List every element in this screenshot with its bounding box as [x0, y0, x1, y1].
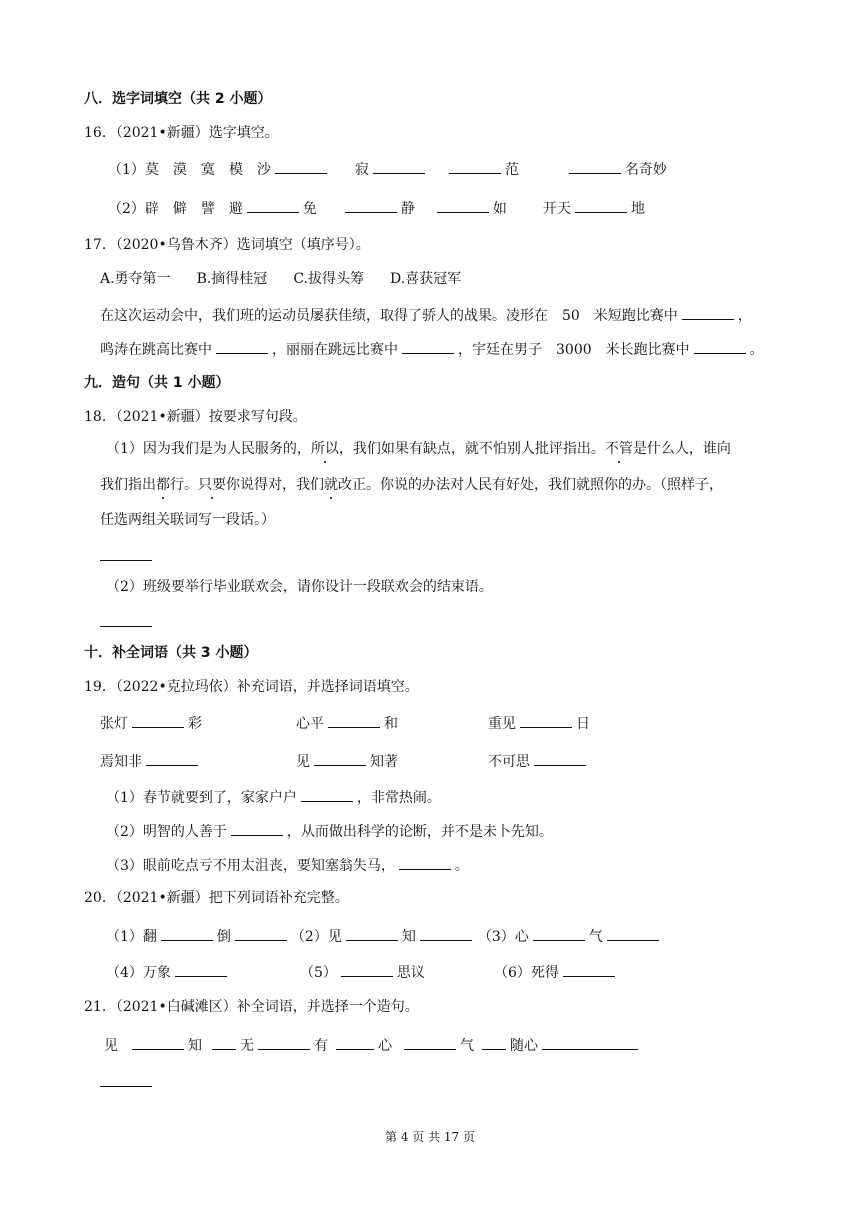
q19-word: 见	[296, 754, 310, 770]
answer-blank[interactable]	[437, 197, 489, 213]
q19-word: 日	[576, 716, 590, 732]
q17-text: ，宇廷在男子 3000 米长跑比赛中	[458, 342, 690, 358]
q17-text: 。	[749, 342, 764, 358]
q16-word: 寂	[354, 162, 369, 178]
answer-blank[interactable]	[328, 712, 380, 728]
question-18-sub-2: （2）班级要举行毕业联欢会，请你设计一段联欢会的结束语。	[106, 579, 493, 595]
answer-blank[interactable]	[399, 854, 451, 870]
page-footer: 第 4 页 共 17 页	[385, 1130, 475, 1144]
q21-word: 气	[460, 1038, 474, 1054]
q20-word: 知	[401, 929, 416, 945]
q19-text: ，非常热闹。	[356, 790, 441, 806]
q19-text: （2）明智的人善于	[106, 824, 227, 840]
q20-word: （5）	[300, 965, 337, 981]
question-19-sentence-2	[106, 820, 553, 842]
answer-blank[interactable]	[694, 338, 746, 354]
answer-blank[interactable]	[346, 925, 398, 941]
q21-word: 有	[314, 1038, 328, 1054]
answer-blank[interactable]	[404, 1034, 456, 1050]
q17-text: 在这次运动会中，我们班的运动员屡获佳绩，取得了骄人的战果。凌形在 50 米短跑比赛中	[100, 308, 678, 324]
q20-word: 气	[588, 929, 603, 945]
q18-text: 改正。你说的办法对人民有好处，我们就照你的办。（照样子，	[338, 477, 723, 493]
question-18-line-3: 任选两组关联词写一段话。）	[100, 512, 275, 528]
question-19-word-row-1	[100, 712, 202, 734]
emphasis-word: 所以	[310, 441, 339, 457]
question-17-options	[100, 269, 461, 289]
emphasis-word: 不管	[604, 441, 633, 457]
answer-blank[interactable]	[336, 1034, 374, 1050]
answer-blank[interactable]	[607, 925, 659, 941]
q21-word: 无	[240, 1038, 254, 1054]
answer-blank[interactable]	[258, 1034, 310, 1050]
question-16-line-2	[108, 197, 645, 219]
q21-word: 心	[378, 1038, 392, 1054]
question-19-sentence-1	[106, 786, 441, 808]
answer-blank[interactable]	[216, 338, 268, 354]
q18-text: （1）因为我们是为人民服务的，	[106, 441, 311, 457]
q20-word: （2）见	[290, 929, 342, 945]
q19-word: 焉知非	[100, 754, 142, 770]
q19-word: 和	[384, 716, 398, 732]
section-9-title: 九．造句（共 1 小题）	[84, 375, 230, 391]
q16-word: 如	[492, 201, 507, 217]
emphasis-word: 就	[324, 477, 338, 493]
q21-word: 知	[188, 1038, 202, 1054]
answer-blank[interactable]	[231, 820, 283, 836]
q21-word: 见	[104, 1038, 118, 1054]
q20-word: （1）翻	[106, 929, 157, 945]
answer-blank[interactable]	[132, 712, 184, 728]
q19-text: （3）眼前吃点亏不用太沮丧，要知塞翁失马，	[106, 858, 395, 874]
option-b: B.摘得桂冠	[196, 271, 268, 287]
answer-blank[interactable]	[100, 1071, 152, 1087]
q19-word: 不可思	[488, 754, 530, 770]
answer-blank[interactable]	[682, 304, 734, 320]
question-18-answer-line-2	[100, 611, 152, 633]
question-19-word-row-2b	[296, 750, 398, 772]
question-21-row-1	[104, 1034, 642, 1056]
answer-blank[interactable]	[449, 158, 501, 174]
answer-blank[interactable]	[132, 1034, 184, 1050]
question-20-row-2c	[494, 961, 619, 983]
q19-text: ，从而做出科学的论断，并不是未卜先知。	[286, 824, 553, 840]
q16-word: 地	[630, 201, 645, 217]
emphasis-word: 都	[156, 477, 170, 493]
answer-blank[interactable]	[542, 1034, 638, 1050]
q19-word: 重见	[488, 716, 516, 732]
question-19-word-row-2c	[488, 750, 590, 772]
answer-blank[interactable]	[402, 338, 454, 354]
option-c: C.拔得头筹	[293, 271, 364, 287]
answer-blank[interactable]	[373, 158, 425, 174]
question-18-answer-line-1	[100, 545, 152, 567]
q18-text: 是什么人，谁向	[632, 441, 731, 457]
q19-text: 。	[454, 858, 469, 874]
question-19-sentence-3	[106, 854, 469, 876]
question-21-stem: 21．（2021•白碱滩区）补全词语，并选择一个造句。	[84, 999, 419, 1015]
question-20-row-1	[106, 925, 663, 947]
answer-blank[interactable]	[533, 925, 585, 941]
q16-char-options-2: （2）辟 僻 譬 避	[108, 201, 243, 217]
q19-text: （1）春节就要到了，家家户户	[106, 790, 297, 806]
question-17-stem: 17．（2020•乌鲁木齐）选词填空（填序号）。	[84, 237, 370, 253]
question-19-word-row-1c	[488, 712, 590, 734]
answer-blank[interactable]	[569, 158, 621, 174]
question-21-answer-line	[100, 1071, 152, 1093]
question-20-row-2b	[300, 961, 425, 983]
answer-blank[interactable]	[146, 750, 198, 766]
answer-blank[interactable]	[247, 197, 299, 213]
q16-char-options-1: （1）莫 漠 寞 模 沙	[108, 162, 271, 178]
q20-word: （3）心	[477, 929, 529, 945]
answer-blank[interactable]	[212, 1034, 236, 1050]
question-17-paragraph-2	[100, 338, 764, 360]
answer-blank[interactable]	[341, 961, 393, 977]
answer-blank[interactable]	[161, 925, 213, 941]
answer-blank[interactable]	[175, 961, 227, 977]
q17-text: ，丽丽在跳远比赛中	[272, 342, 398, 358]
q19-word: 张灯	[100, 716, 128, 732]
answer-blank[interactable]	[301, 786, 353, 802]
question-16-stem: 16．（2021•新疆）选字填空。	[84, 125, 279, 141]
answer-blank[interactable]	[100, 611, 152, 627]
answer-blank[interactable]	[100, 545, 152, 561]
answer-blank[interactable]	[482, 1034, 506, 1050]
answer-blank[interactable]	[235, 925, 287, 941]
q16-word: 开天	[542, 201, 571, 217]
question-18-line-1	[106, 439, 731, 459]
option-d: D.喜获冠军	[389, 271, 462, 287]
option-a: A.勇夺第一	[100, 271, 171, 287]
question-17-paragraph-1	[100, 304, 752, 326]
answer-blank[interactable]	[534, 750, 586, 766]
q18-text: 行。	[170, 477, 198, 493]
answer-blank[interactable]	[575, 197, 627, 213]
question-18-stem: 18．（2021•新疆）按要求写句段。	[84, 409, 307, 425]
answer-blank[interactable]	[314, 750, 366, 766]
answer-blank[interactable]	[345, 197, 397, 213]
answer-blank[interactable]	[563, 961, 615, 977]
question-19-word-row-2	[100, 750, 202, 772]
q19-word: 知著	[370, 754, 398, 770]
q16-word: 范	[504, 162, 519, 178]
emphasis-word: 只要	[198, 477, 226, 493]
question-19-stem: 19．（2022•克拉玛依）补充词语，并选择词语填空。	[84, 679, 419, 695]
question-20-stem: 20．（2021•新疆）把下列词语补充完整。	[84, 890, 349, 906]
question-19-word-row-1b	[296, 712, 398, 734]
q16-word: 名奇妙	[624, 162, 667, 178]
q20-word: 倒	[216, 929, 231, 945]
q18-text: 我们指出	[100, 477, 156, 493]
q17-text: ，	[737, 308, 752, 324]
q16-word: 免	[302, 201, 317, 217]
question-20-row-2a	[106, 961, 231, 983]
q20-word: 思议	[396, 965, 425, 981]
question-18-line-2	[100, 475, 723, 495]
answer-blank[interactable]	[275, 158, 327, 174]
question-16-line-1	[108, 158, 667, 180]
q17-text: 鸣涛在跳高比赛中	[100, 342, 212, 358]
q21-word: 随心	[510, 1038, 538, 1054]
section-8-title: 八．选字词填空（共 2 小题）	[84, 91, 272, 107]
q19-word: 心平	[296, 716, 324, 732]
q16-word: 静	[400, 201, 415, 217]
q18-text: 你说得对，我们	[226, 477, 324, 493]
q18-text: ，我们如果有缺点，就不怕别人批评指出。	[338, 441, 605, 457]
answer-blank[interactable]	[420, 925, 472, 941]
q20-word: （4）万象	[106, 965, 171, 981]
q19-word: 彩	[188, 716, 202, 732]
q20-word: （6）死得	[494, 965, 559, 981]
answer-blank[interactable]	[520, 712, 572, 728]
section-10-title: 十．补全词语（共 3 小题）	[84, 645, 258, 661]
